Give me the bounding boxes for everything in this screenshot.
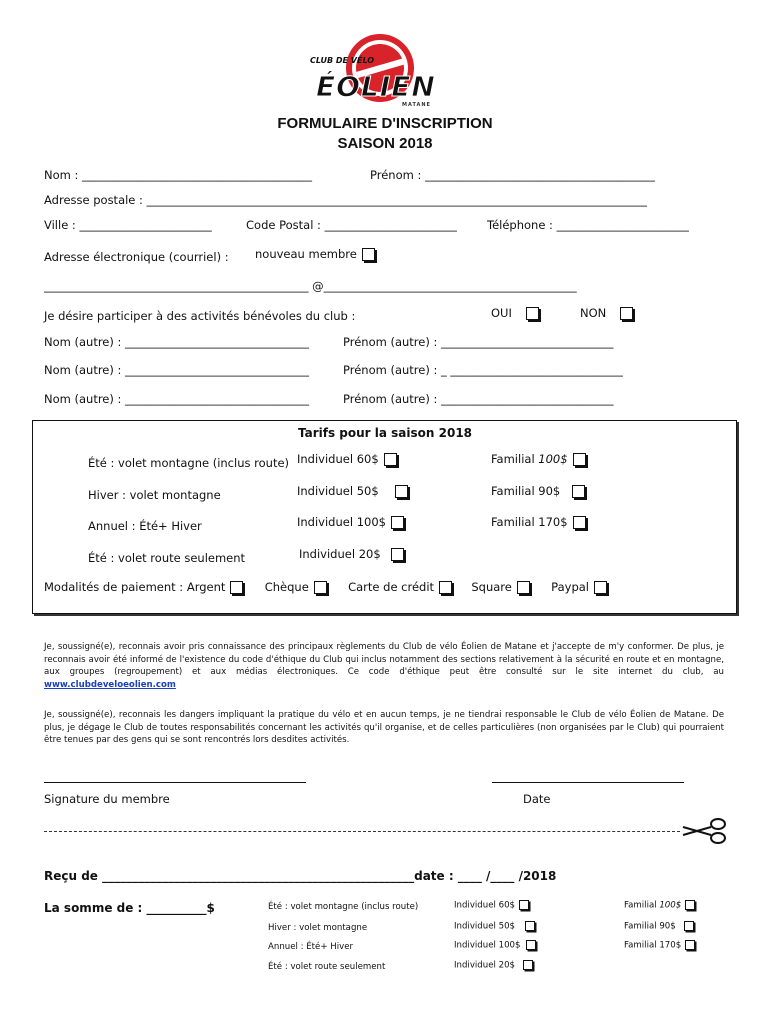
recu-individuel-label: Individuel 50$ (454, 921, 516, 932)
tarifs-heading: Tarifs pour la saison 2018 (297, 426, 473, 440)
tarif-individuel[interactable] (297, 452, 397, 466)
tarif-familial-amount: 100$ (538, 452, 568, 466)
autre-prenom-2[interactable]: Prénom (autre) : _ ______________________________ (343, 363, 623, 377)
recu-individuel[interactable] (454, 960, 533, 971)
paiement-paypal: Paypal (551, 580, 589, 594)
nouveau-membre-checkbox-icon[interactable] (362, 248, 375, 261)
non-checkbox-icon[interactable] (620, 307, 633, 320)
form-title: FORMULAIRE D'INSCRIPTION (277, 115, 493, 132)
adresse-field[interactable]: Adresse postale : _______________________________________________________________________________________ (44, 193, 647, 207)
recu-familial[interactable] (624, 940, 695, 951)
recu-familial-label: Familial (624, 900, 660, 911)
checkbox-icon[interactable] (523, 960, 533, 970)
recu-label: Annuel : Été+ Hiver (268, 942, 354, 952)
tarif-label: Hiver : volet montagne (88, 488, 221, 502)
signature-line[interactable] (44, 782, 306, 783)
recu-individuel[interactable] (454, 940, 536, 951)
oui-checkbox-icon[interactable] (526, 307, 539, 320)
oui-label: OUI (491, 306, 512, 320)
recu-familial[interactable] (624, 900, 695, 911)
checkbox-icon[interactable] (685, 940, 695, 950)
recu-individuel[interactable] (454, 921, 535, 932)
ville-field[interactable]: Ville : _______________________ (44, 218, 212, 232)
cheque-checkbox-icon[interactable] (314, 581, 327, 594)
checkbox-icon[interactable] (384, 453, 397, 466)
tarif-individuel[interactable] (299, 547, 404, 561)
tarif-label: Été : volet route seulement (88, 551, 246, 565)
tarif-individuel-label: Individuel 20$ (299, 547, 381, 561)
checkbox-icon[interactable] (573, 453, 586, 466)
logo-main-text: ÉOLIEN (316, 70, 436, 103)
paiement-carte: Carte de crédit (348, 580, 435, 594)
benevole-non[interactable] (580, 306, 633, 320)
tarif-familial[interactable] (491, 515, 586, 529)
benevole-label: Je désire participer à des activités bénévoles du club : (44, 309, 356, 323)
date-line[interactable] (492, 782, 684, 783)
courriel-label: Adresse électronique (courriel) : (44, 250, 229, 264)
telephone-field[interactable]: Téléphone : _______________________ (487, 218, 689, 232)
tarif-individuel-label: Individuel 60$ (297, 452, 379, 466)
club-website-link[interactable]: www.clubdeveloeolien.com (44, 679, 176, 690)
tarif-familial[interactable] (491, 452, 586, 466)
checkbox-icon[interactable] (526, 940, 536, 950)
autre-nom-3[interactable]: Nom (autre) : ________________________________ (44, 392, 310, 406)
tarif-familial-label: Familial (491, 452, 539, 466)
checkbox-icon[interactable] (519, 900, 529, 910)
code-postal-field[interactable]: Code Postal : _______________________ (246, 218, 457, 232)
tarif-familial-label: Familial 90$ (491, 484, 561, 498)
recu-individuel[interactable] (454, 900, 529, 911)
checkbox-icon[interactable] (684, 921, 694, 931)
tarif-individuel[interactable] (297, 515, 404, 529)
recu-field[interactable]: Reçu de ____________________________________________________date : ____ /____ /2018 (44, 869, 557, 883)
paiement-square: Square (471, 580, 512, 594)
tarif-label: Été : volet montagne (inclus route) (88, 456, 290, 470)
paiement-label: Modalités de paiement : Argent (44, 580, 226, 594)
club-logo (298, 28, 458, 110)
logo-sub-text: MATANE (402, 102, 431, 108)
checkbox-icon[interactable] (525, 921, 535, 931)
recu-familial[interactable] (624, 921, 694, 932)
recu-familial-label: Familial 90$ (624, 921, 676, 932)
paypal-checkbox-icon[interactable] (594, 581, 607, 594)
recu-label: Hiver : volet montagne (268, 923, 368, 933)
checkbox-icon[interactable] (572, 485, 585, 498)
benevole-oui[interactable] (491, 306, 539, 320)
engagement-paragraph (44, 641, 724, 691)
somme-field[interactable]: La somme de : __________$ (44, 901, 215, 915)
square-checkbox-icon[interactable] (517, 581, 530, 594)
recu-individuel-label: Individuel 100$ (454, 940, 521, 951)
scissors-icon (681, 817, 729, 849)
engagement-text: Je, soussigné(e), reconnais avoir pris connaissance des principaux règlements du Club de vélo Éolien de Matane et j'accepte de m'y conformer. De plus, je reconnais avoir été informé de l'existence du code d'éthique du Club qui inclus notamment des sections relativement à la sécurité en route et en montagne, aux groupes (regroupement) et aux médias électroniques. Ce code d'éthique peut être consulté sur le site internet du club, au (44, 642, 724, 677)
nouveau-membre[interactable] (255, 247, 375, 261)
autre-nom-1[interactable]: Nom (autre) : ________________________________ (44, 335, 310, 349)
tarif-individuel[interactable] (297, 484, 408, 498)
tarif-label: Annuel : Été+ Hiver (88, 519, 202, 533)
autre-nom-2[interactable]: Nom (autre) : ________________________________ (44, 363, 310, 377)
decharge-paragraph: Je, soussigné(e), reconnais les dangers impliquant la pratique du vélo et en aucun temps, je ne tiendrai responsable le Club de vélo Éolien de Matane. De plus, je dégage le Club de toutes responsabilités concernant les activités qu'il organise, et de celles particulières (non organisées par le Club) qui pourraient être tenues par des gens qui se sont rencontrés lors desdites activités. (44, 710, 724, 745)
tarif-familial[interactable] (491, 484, 585, 498)
paiement-row (44, 580, 607, 594)
prenom-field[interactable]: Prénom : ________________________________________ (370, 168, 655, 182)
tarif-individuel-label: Individuel 100$ (297, 515, 386, 529)
autre-prenom-3[interactable]: Prénom (autre) : ______________________________ (343, 392, 614, 406)
non-label: NON (580, 306, 607, 320)
date-label: Date (523, 792, 551, 806)
checkbox-icon[interactable] (685, 900, 695, 910)
autre-prenom-1[interactable]: Prénom (autre) : ______________________________ (343, 335, 614, 349)
checkbox-icon[interactable] (395, 485, 408, 498)
recu-familial-label: Familial 170$ (624, 940, 682, 951)
courriel-field[interactable]: ______________________________________________ @____________________________________________ (44, 279, 577, 293)
checkbox-icon[interactable] (391, 548, 404, 561)
checkbox-icon[interactable] (391, 516, 404, 529)
nom-field[interactable]: Nom : ________________________________________ (44, 168, 313, 182)
recu-individuel-label: Individuel 60$ (454, 900, 516, 911)
tarif-familial-label: Familial 170$ (491, 515, 568, 529)
checkbox-icon[interactable] (573, 516, 586, 529)
form-season: SAISON 2018 (337, 135, 433, 152)
cut-line (44, 831, 680, 832)
recu-label: Été : volet route seulement (268, 962, 386, 972)
recu-individuel-label: Individuel 20$ (454, 960, 516, 971)
carte-checkbox-icon[interactable] (439, 581, 452, 594)
logo-top-text: CLUB DE VÉLO (310, 56, 375, 65)
tarif-individuel-label: Individuel 50$ (297, 484, 379, 498)
argent-checkbox-icon[interactable] (230, 581, 243, 594)
paiement-cheque: Chèque (264, 580, 309, 594)
signature-label: Signature du membre (44, 792, 170, 806)
recu-familial-amount: 100$ (659, 900, 682, 911)
recu-label: Été : volet montagne (inclus route) (268, 902, 419, 912)
nouveau-membre-label: nouveau membre (255, 247, 357, 261)
